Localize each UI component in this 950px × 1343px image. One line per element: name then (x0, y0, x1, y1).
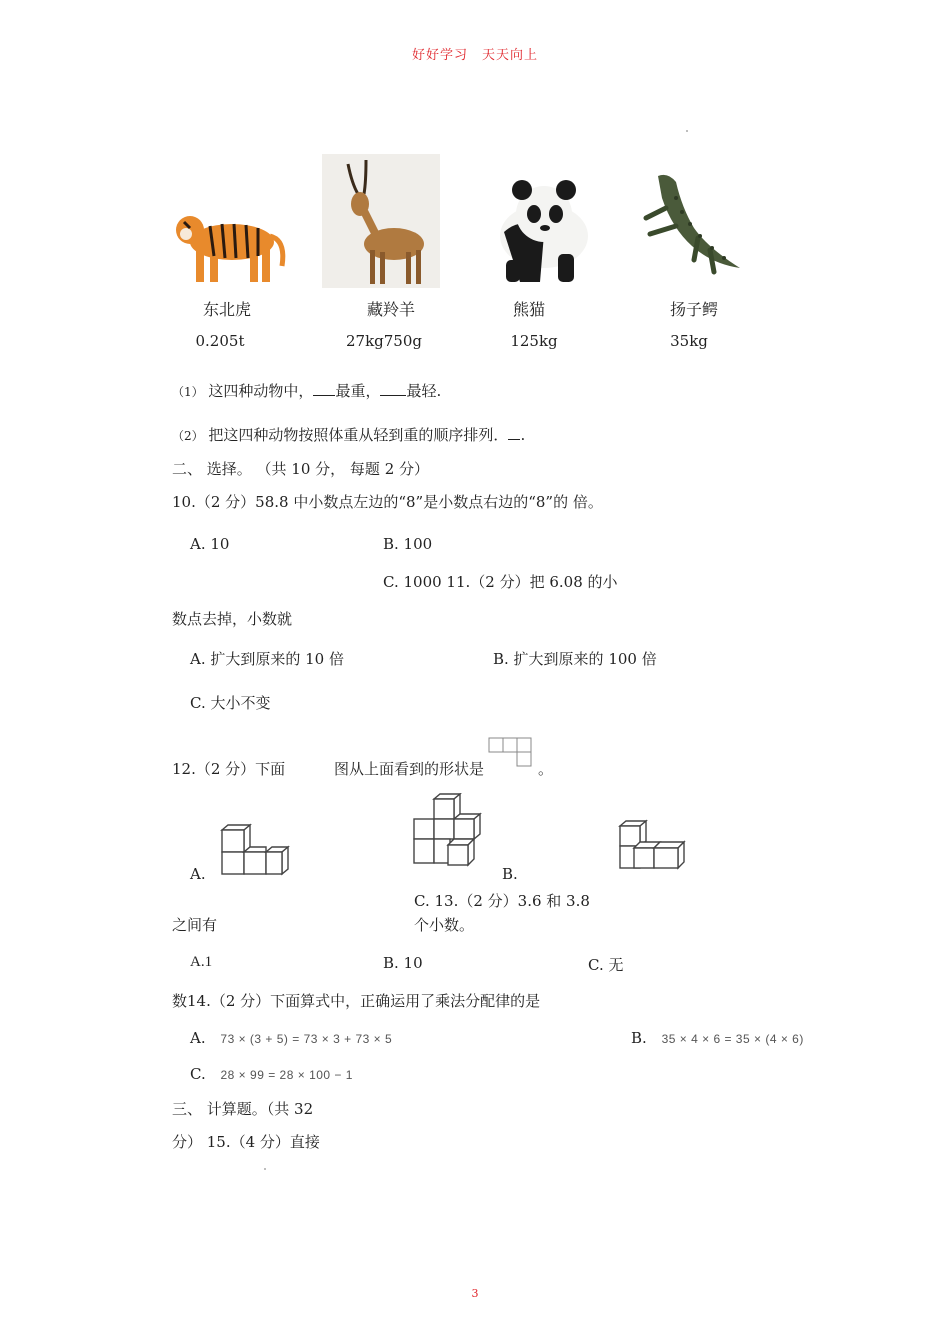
animal-name-alligator: 扬子鳄 (669, 300, 718, 319)
page-header: 好好学习 天天向上 (411, 48, 538, 63)
scan-dot (686, 130, 688, 132)
antelope-image (322, 154, 440, 288)
animal-name-tiger: 东北虎 (202, 300, 251, 319)
answer-blank[interactable] (508, 425, 520, 440)
q9-part1-number: （1） (172, 385, 204, 399)
q11-option-b[interactable]: B. 扩大到原来的 100 倍 (493, 650, 657, 668)
q14-option-c[interactable]: C. 28 × 99 = 28 × 100 − 1 (190, 1065, 353, 1083)
q9-part2: （2） 把这四种动物按照体重从轻到重的顺序排列． . (172, 426, 526, 444)
q12-stem-end: 。 (538, 760, 554, 778)
animal-weight-antelope: 27kg750g (345, 332, 422, 350)
q14-option-b[interactable]: B. 35 × 4 × 6 = 35 × (4 × 6) (631, 1029, 804, 1047)
q13-option-b[interactable]: B. 10 (383, 954, 423, 972)
q12-option-b[interactable]: B. (502, 865, 518, 883)
q11-stem: 数点去掉，小数就 (172, 610, 293, 628)
q9-part1: （1） 这四种动物中， 最重， 最轻. (172, 382, 442, 400)
panda-image (484, 174, 594, 286)
q11-option-c[interactable]: C. 大小不变 (190, 694, 271, 712)
section-heading-choice: 二、 选择。 （共 10 分， 每题 2 分） (172, 460, 430, 478)
q10-option-a[interactable]: A. 10 (190, 535, 230, 553)
q10-stem: 10.（2 分）58.8 中小数点左边的“8”是小数点右边的“8”的 倍。 (172, 493, 603, 511)
animal-name-antelope: 藏羚羊 (366, 300, 415, 319)
scan-dot (264, 1168, 266, 1170)
cube-figure-c-icon[interactable] (616, 818, 690, 874)
alligator-image (636, 168, 744, 278)
q14-formula-a: 73 × (3 + 5) = 73 × 3 + 73 × 5 (220, 1032, 393, 1046)
top-view-shape-icon (488, 737, 534, 769)
answer-blank[interactable] (380, 381, 406, 396)
cube-figure-b-icon[interactable] (410, 793, 486, 871)
animal-weight-tiger: 0.205t (195, 332, 245, 350)
q14-stem: 数14.（2 分）下面算式中，正确运用了乘法分配律的是 (172, 992, 541, 1010)
q14-formula-b: 35 × 4 × 6 = 35 × (4 × 6) (661, 1032, 804, 1046)
animal-weight-panda: 125kg (510, 332, 558, 350)
q10-option-c-q11-stem[interactable]: C. 1000 11.（2 分）把 6.08 的小 (383, 573, 618, 591)
section-heading-calc: 三、 计算题。（共 32 (172, 1100, 314, 1118)
q13-option-a[interactable]: A.1 (190, 954, 213, 970)
page-number: 3 (471, 1287, 479, 1300)
tiger-image (170, 196, 290, 288)
q11-option-a[interactable]: A. 扩大到原来的 10 倍 (190, 650, 344, 668)
q9-part2-number: （2） (172, 429, 204, 443)
q14-option-a[interactable]: A. 73 × (3 + 5) = 73 × 3 + 73 × 5 (190, 1029, 393, 1047)
q14-formula-c: 28 × 99 = 28 × 100 − 1 (220, 1068, 353, 1082)
q12-option-c-q13-stem[interactable]: C. 13.（2 分）3.6 和 3.8 (414, 892, 590, 910)
q12-option-a[interactable]: A. (190, 865, 206, 883)
q13-stem-a: 之间有 (172, 916, 218, 934)
animal-weight-alligator: 35kg (670, 332, 708, 350)
animal-name-panda: 熊猫 (512, 300, 545, 319)
q10-option-b[interactable]: B. 100 (383, 535, 433, 553)
answer-blank[interactable] (313, 381, 335, 396)
q12-stem-a: 12.（2 分）下面 (172, 760, 286, 778)
cube-figure-a-icon[interactable] (218, 822, 294, 878)
q13-stem-b: 个小数。 (414, 916, 475, 934)
q13-option-c[interactable]: C. 无 (588, 956, 624, 974)
q15-stem: 分） 15.（4 分）直接 (172, 1133, 320, 1151)
q12-stem-b: 图从上面看到的形状是 (334, 760, 485, 778)
